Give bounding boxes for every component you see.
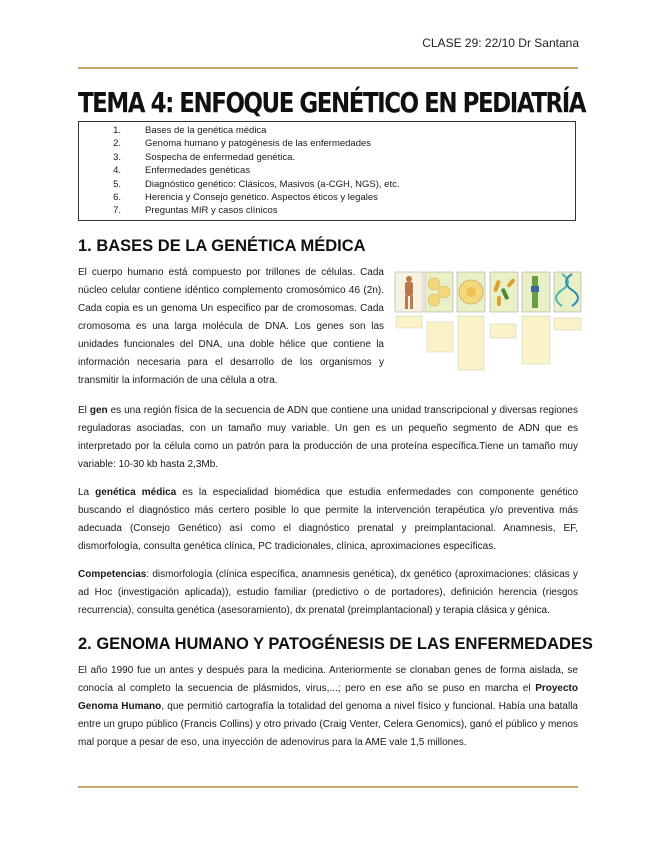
toc-item-text: Herencia y Consejo genético. Aspectos éticos y legales [145,192,378,204]
toc-item-number: 1. [113,125,121,136]
competencies-paragraph: Competencias: dismorfología (clínica específica, anamnesis genética), dx genético (aproximaciones: clásicas y ad Hoc (investigación aplicada)), estudio familiar (predictivo o de portadores), definición herencia (riesgos recurrencia), consulta genética (asesoramiento), dx prenatal (preimplantacional) y terapia clásica y génica. [78,569,578,616]
section-2-heading: 2. GENOMA HUMANO Y PATOGÉNESIS DE LAS ENFERMEDADES [78,635,593,653]
toc-item [79,178,575,191]
organism-to-dna-diagram [394,270,582,372]
toc-item [79,137,575,150]
toc-item-text: Genoma humano y patogénesis de las enfermedades [145,138,372,150]
nucleus-icon [459,280,483,304]
toc-item-text: Sospecha de enfermedad genética. [145,151,295,163]
header-divider [78,67,578,69]
footer-divider [78,786,578,788]
diagram-labels [396,316,581,370]
table-of-contents [78,121,576,221]
gene-icon [531,276,539,308]
toc-item-number: 6. [113,192,121,204]
toc-item-number: 5. [113,178,121,190]
toc-item [79,151,575,164]
toc-item-text: Enfermedades genéticas [145,165,251,177]
toc-item [79,204,575,217]
section-1-heading: 1. BASES DE LA GENÉTICA MÉDICA [78,237,366,255]
toc-item-text: Preguntas MIR y casos clínicos [145,205,278,217]
section-1-intro: El cuerpo humano está compuesto por trillones de células. Cada núcleo celular contiene idéntico complemento cromosómico 46 (2n). Cada copia es un genoma Un especifico par de cromosomas. Cada cromosoma es una larga molécula de DNA. Los genes son las unidades funcionales del DNA, una doble hélice que contiene la información necesaria para el desarrollo de los organismos y transmitir la información de una célula a otra. [78,267,384,386]
toc-item-number: 4. [113,165,121,177]
toc-item-number: 3. [113,151,121,163]
gen-definition: El gen es una región física de la secuencia de ADN que contiene una unidad transcripcional y diversas regiones reguladoras asociadas, con un tamaño muy variable. Un gen es un pequeño segmento de ADN que es interpretado por la célula como un patrón para la producción de una proteína específica.Tiene un tamaño muy variable: 10-30 kb hasta 2,3Mb. [78,405,578,470]
genome-project-paragraph: El año 1990 fue un antes y después para la medicina. Anteriormente se clonaban genes de forma aislada, se conocía al completo la secuencia de plásmidos, virus,...; pero en ese año se puso en marcha el Proyecto Genoma Humano, que permitió cartografía la totalidad del genoma a nivel físico y funcional. Había una batalla entre un grupo público (Francis Collins) y otro privado (Craig Venter, Celera Genomics), ganó el público y menos mal porque a pesar de eso, una inyección de adenovirus para la AME vale 1,5 millones. [78,665,578,748]
toc-item-text: Bases de la genética médica [145,125,267,136]
toc-item [79,164,575,177]
toc-item-text: Diagnóstico genético: Clásicos, Masivos (a-CGH, NGS), etc. [145,178,400,190]
diagram-panels [395,272,581,312]
toc-item-number: 2. [113,138,121,150]
medical-genetics-definition: La genética médica es la especialidad biomédica que estudia enfermedades con componente genético buscando el diagnóstico más certero posible lo que permite la intervención terapéutica y/o preventiva más adecuada (Consejo Genético) así como el diagnóstico prenatal y preimplantacional. Anamnesis, EF, dismorfología, consulta genética clínica, PC tradicionales, clínica, aproximaciones específicas. [78,487,579,552]
toc-item-number: 7. [113,205,121,217]
toc-item [79,124,575,137]
class-info-header: CLASE 29: 22/10 Dr Santana [422,36,579,50]
toc-item [79,191,575,204]
page-title: TEMA 4: ENFOQUE GENÉTICO EN PEDIATRÍA [78,86,586,119]
